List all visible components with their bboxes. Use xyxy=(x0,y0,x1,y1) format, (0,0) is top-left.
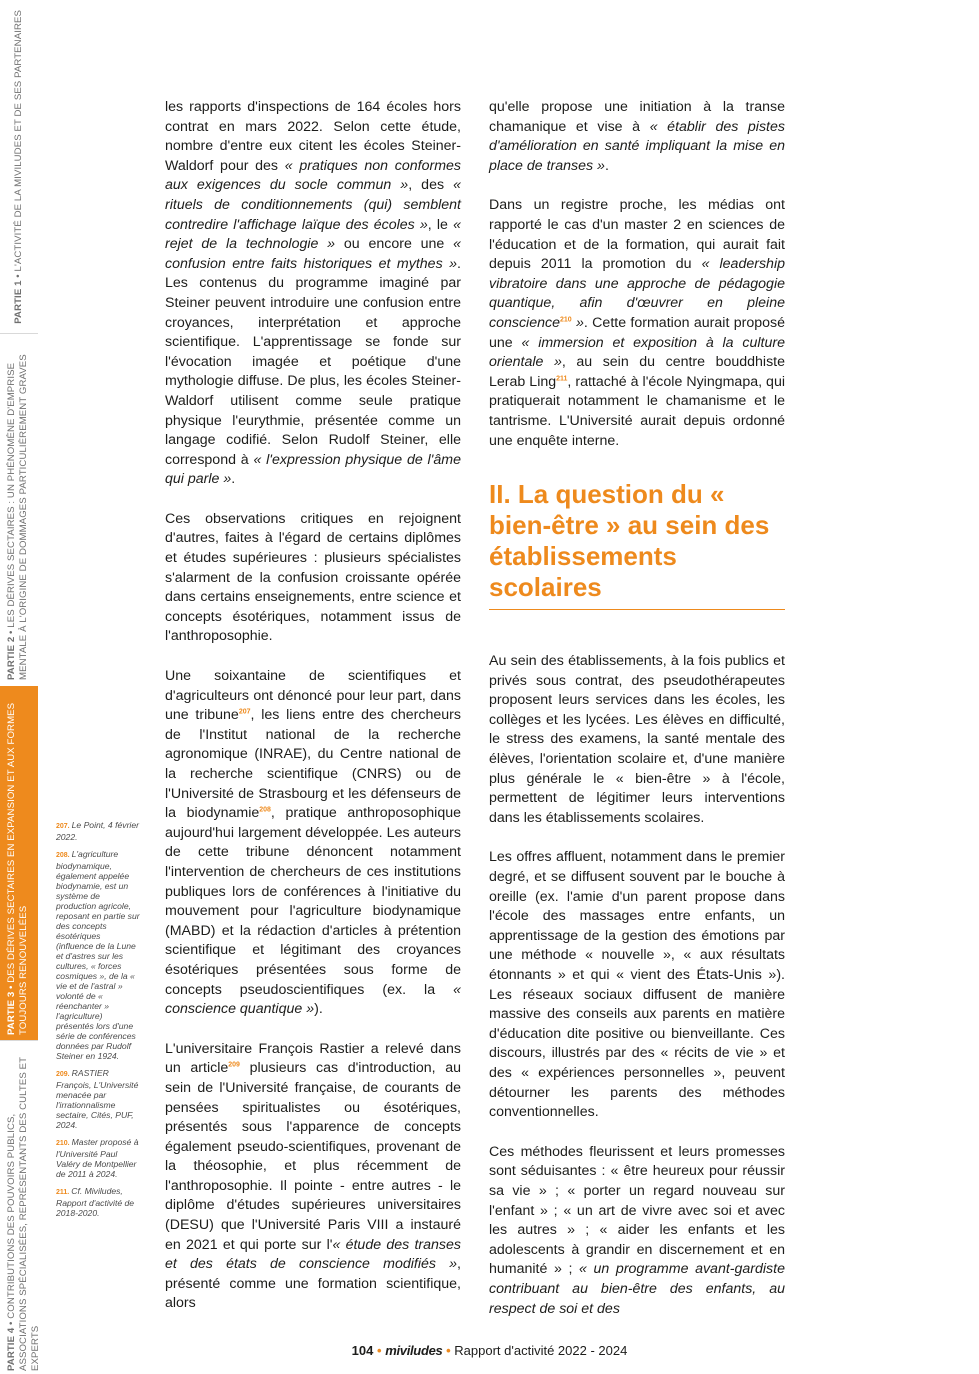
paragraph-offres: Les offres affluent, notamment dans le premier degré, et se diffusent souvent par le bouche à oreille (ex. l'amie d'un parent propose dans l'école des massages entre enfants, un apprentissage de la gestion des émotions par une méthode « nouvelle », « aux résultats étonnants » et qui « vient des États-Unis »). Les réseaux sociaux diffusent de manière massive des conseils aux parents en matière d'éducation dite positive ou bienveillante. Ces discours, illustrés par des « récits de vie » et des « expériences personnelles », peuvent détourner les parents des méthodes conventionnelles. xyxy=(489,849,785,1121)
footnote-ref-207[interactable]: 207 xyxy=(238,708,251,716)
footnote-ref-210[interactable]: 210 xyxy=(559,316,572,324)
side-tab-partie-1-label: • L'ACTIVITÉ DE LA MIVILUDES ET DE SES PARTENAIRES xyxy=(13,9,24,281)
footnote-211: 211. Cf. Miviludes, Rapport d'activité de 2018-2020. xyxy=(56,1186,135,1218)
page-number: 104 xyxy=(351,1343,374,1358)
report-title: Rapport d'activité 2022 - 2024 xyxy=(454,1343,628,1358)
side-tab-partie-2[interactable] xyxy=(0,334,38,685)
side-tab-partie-3-number: PARTIE 3 xyxy=(6,991,17,1035)
paragraph-master: Dans un registre proche, les médias ont rapporté le cas d'un master 2 en sciences de l'éducation et de la formation, qui aurait fait depuis 2011 la promotion du « leadership vibratoire dans une approche de pédagogie quantique, afin d'œuvrer en pleine conscience$^{210}$ ». Cette formation aurait proposé une « immersion et exposition à la culture orientale », au sein du centre bouddhiste Lerab Ling$^{211}$, rattaché à l'école Nyingmapa, qui pratiquerait notamment le chamanisme et le tantrisme. L'Université aurait depuis ordonné une enquête interne. xyxy=(489,197,785,449)
paragraph-observations: Ces observations critiques en rejoignent d'autres, faites à l'égard de certains diplômes et études supérieures : plusieurs spécialistes s'alarment de la confusion croissante opérée dans certains enseignements, entre science et concepts ésotériques, notamment issus de l'anthroposophie. xyxy=(165,510,461,645)
left-column xyxy=(165,98,461,1334)
footnote-ref-211[interactable]: 211 xyxy=(556,374,568,382)
footnotes xyxy=(56,820,140,1225)
footnote-208: 208. L'agriculture biodynamique, également appelée biodynamie, est un système de production agricole, reposant en partie sur des concepts ésotériques (influence de la Lune et d'astres sur les cultures, « forces cosmiques », de la « vie et de l'astral » volonté de « réenchanter » l'agriculture) présentés lors d'une série de conférences données par Rudolf Steiner en 1924. xyxy=(56,849,140,1061)
paragraph-etablissements: Au sein des établissements, à la fois publics et privés sous contrat, des pseudothérapeutes proposent leurs services dans les écoles, les collèges et les lycées. Les élèves en difficulté, le stress des examens, la santé mentale des élèves, l'orientation scolaire et, d'une manière plus générale le « bien-être » à l'école, permettent de légitimer leurs interventions dans les établissements scolaires. xyxy=(489,653,785,826)
brand-logo: miviludes xyxy=(385,1343,443,1358)
section-title: II. La question du « bien-être » au sein des établissements scolaires xyxy=(489,479,785,610)
side-tab-partie-3-label: • DES DÉRIVES SECTAIRES EN EXPANSION ET AUX FORMES TOUJOURS RENOUVELÉES xyxy=(6,702,29,1035)
footer-separator: • xyxy=(446,1343,451,1358)
paragraph-steiner-waldorf: les rapports d'inspections de 164 écoles hors contrat en mars 2022. Selon cette étude, nombre d'entre eux citent les écoles Steiner-Waldorf pour des « pratiques non conformes aux exigences du socle commun », des « rituels de conditionnements (qui) semblent contredire l'affichage laïque des écoles », le « rejet de la technologie » ou encore une « confusion entre faits historiques et mythes ». Les contenus du programme imaginé par Steiner peuvent introduire une confusion entre croyances, interprétation et approche scientifique. L'apprentissage se fonde sur l'évocation imagée et poétique d'une mythologie diffuse. De plus, les écoles Steiner-Waldorf utilisent comme seule pratique physique l'eurythmie, présentée comme un langage codifié. Selon Rudolf Steiner, elle correspond à « l'expression physique de l'âme qui parle ». xyxy=(165,99,462,488)
side-tab-partie-4[interactable] xyxy=(0,1041,41,1374)
footnote-210: 210. Master proposé à l'Université Paul Valéry de Montpellier de 2011 à 2024. xyxy=(56,1137,139,1179)
footnote-ref-208[interactable]: 208 xyxy=(259,806,271,814)
side-tab-partie-3[interactable] xyxy=(0,686,38,1040)
footer-separator: • xyxy=(377,1343,382,1358)
paragraph-rastier: L'universitaire François Rastier a relevé dans un article$^{209}$ plusieurs cas d'introduction, au sein de l'Université française, de courants de pensées spiritualistes ou ésotériques, présentés sous l'apparence de concepts également pseudo-scientifiques, provenant de la théosophie, et plus récemment de l'anthroposophie. Il pointe - entre autres - le diplôme d'études supérieures universitaires (DESU) que l'Université Paris VIII a instauré en 2021 et qui porte sur l'« étude des transes et des états de conscience modifiés », présenté comme une formation scientifique, alors xyxy=(165,1040,461,1312)
paragraph-transe: qu'elle propose une initiation à la transe chamanique et vise à « établir des pistes d'amélioration en santé impliquant la mise en place de transes ». xyxy=(489,99,785,174)
paragraph-tribune: Une soixantaine de scientifiques et d'agriculteurs ont dénoncé pour leur part, dans une tribune$^{207}$, les liens entre des chercheurs de l'Institut national de la recherche agronomique (INRAE), du Centre national de la recherche scientifique (CNRS) ou de l'Université de Strasbourg et les défenseurs de la biodynamie$^{208}$, pratique anthroposophique aujourd'hui largement développée. Les auteurs de cette tribune dénoncent notamment l'intervention de chercheurs de ces institutions publiques lors de conférences à l'initiative du mouvement pour l'agriculture biodynamique (MABD) et la rédaction d'articles à prétention scientifique et légitimant des croyances ésotériques présentées sous forme de concepts pseudoscientifiques (ex. la « conscience quantique »). xyxy=(165,668,461,1018)
side-tab-partie-4-label: • CONTRIBUTIONS DES POUVOIRS PUBLICS, ASSOCIATIONS SPÉCIALISÉES, REPRÉSENTANTS DES CULTES ET EXPERTS xyxy=(6,1056,41,1371)
side-tab-partie-4-number: PARTIE 4 xyxy=(6,1327,17,1371)
page-footer xyxy=(0,1343,979,1358)
footnote-207: 207. Le Point, 4 février 2022. xyxy=(56,820,139,842)
footnote-ref-209[interactable]: 209 xyxy=(228,1061,240,1069)
right-column xyxy=(489,98,785,1339)
side-tab-partie-1[interactable] xyxy=(0,0,38,333)
side-tab-partie-2-label: • LES DÉRIVES SECTAIRES : UN PHÉNOMÈNE D'EMPRISE MENTALE À L'ORIGINE DE DOMMAGES PARTICULIÈREMENT GRAVES xyxy=(6,353,29,680)
paragraph-methodes: Ces méthodes fleurissent et leurs promesses sont séduisantes : « être heureux pour réussir sa vie » ; « porter un regard nouveau sur l'enfant » ; « un art de vivre avec soi et avec les autres » ; « aider les enfants et les adolescents à grandir en discernement et en humanité » ; « un programme avant-gardiste contribuant au bien-être des enfants, au respect de soi et des xyxy=(489,1143,785,1317)
side-tab-partie-2-number: PARTIE 2 xyxy=(6,636,17,680)
footnote-209: 209. RASTIER François, L'Université menacée par l'irrationnalisme sectaire, Cités, PUF, 2024. xyxy=(56,1068,139,1130)
side-tab-partie-1-number: PARTIE 1 xyxy=(13,280,24,324)
